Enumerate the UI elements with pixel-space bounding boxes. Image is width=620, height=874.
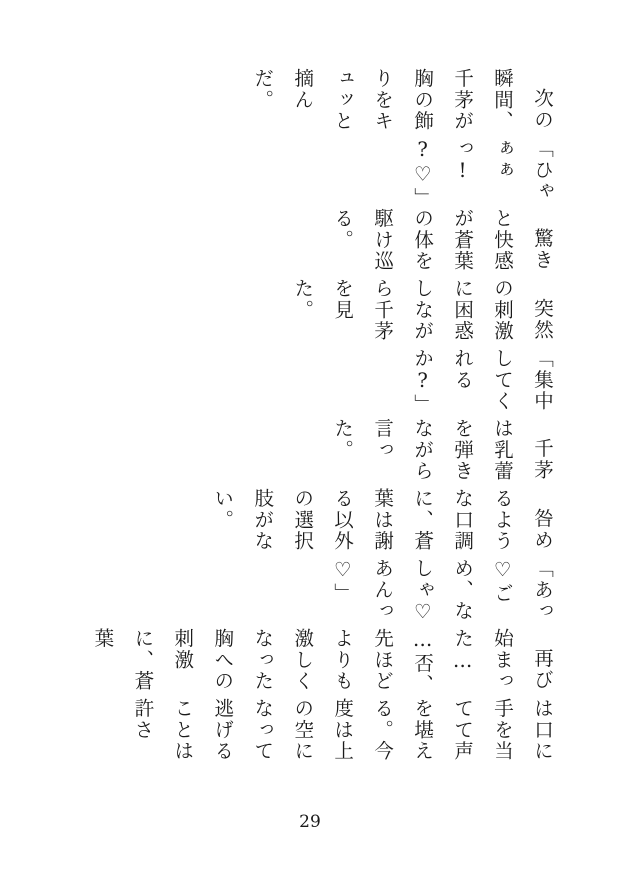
vertical-text-body — [58, 68, 562, 768]
paragraph: 「ひゃぁぁっ!?♡」 — [411, 138, 554, 209]
paragraph: 「集中してくれるか?」 — [411, 348, 554, 415]
paragraph: は口に手を当てて声を堪える。今度は上の空になって逃げることは許さ — [131, 698, 554, 762]
paragraph: 次の瞬間、千茅が胸の飾りをキュッと摘んだ。 — [251, 68, 554, 132]
paragraph: 咎めるような口調に、蒼葉は謝る以外の選択肢がない。 — [211, 488, 554, 552]
page-number: 29 — [299, 812, 321, 832]
paragraph: 突然の刺激に困惑しながら千茅を見た。 — [291, 278, 554, 342]
paragraph: 「あっ♡ごめ、なしゃ♡あんっ♡」 — [331, 558, 554, 625]
paragraph: 千茅は乳蕾を弾きながら言った。 — [331, 418, 554, 482]
paragraph: 再び始まった……否、先ほどよりも激しくなった胸への刺激に、蒼葉 — [91, 628, 554, 695]
paragraph: 驚きと快感が蒼葉の体を駆け巡る。 — [331, 208, 554, 272]
